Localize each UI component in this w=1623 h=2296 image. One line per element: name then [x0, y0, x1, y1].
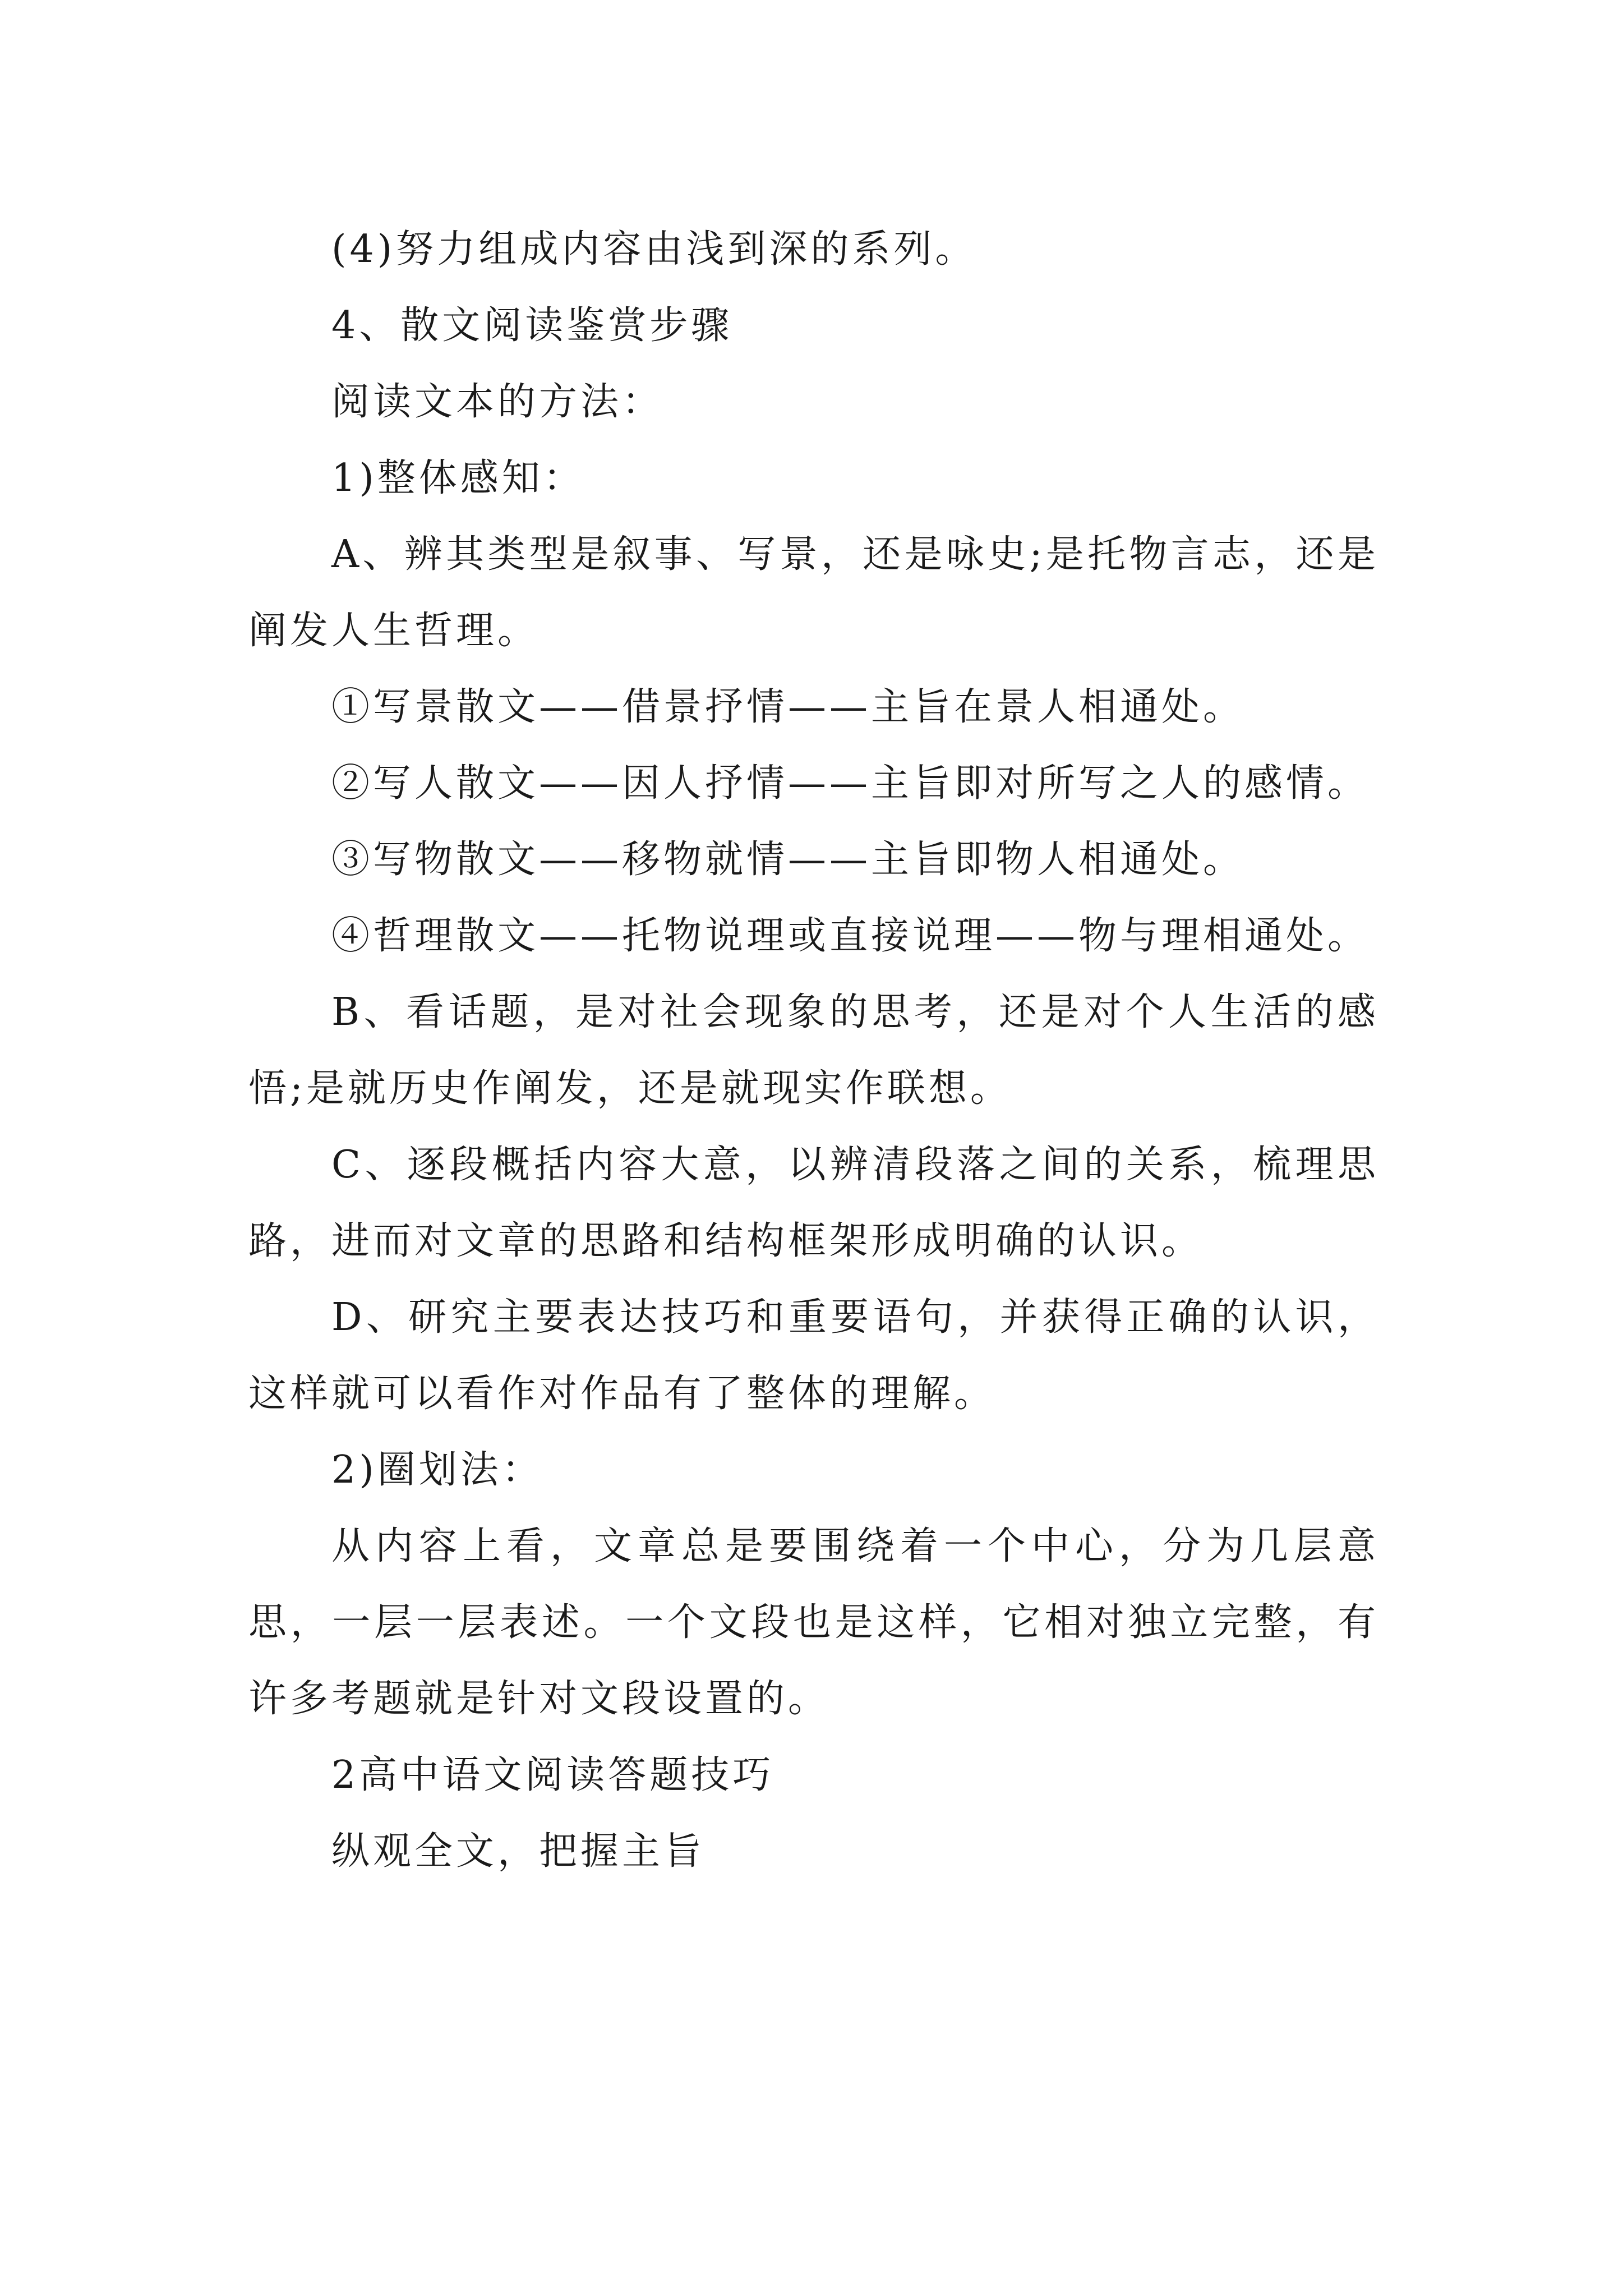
document-body [248, 211, 1379, 1890]
paragraph: 从内容上看，文章总是要围绕着一个中心，分为几层意思，一层一层表述。一个文段也是这样，它相对独立完整，有许多考题就是针对文段设置的。 [248, 1524, 1379, 1721]
list-item: ③写物散文——移物就情——主旨即物人相通处。 [331, 838, 1245, 882]
paragraph: 纵观全文，把握主旨 [331, 1829, 706, 1874]
list-item: ②写人散文——因人抒情——主旨即对所写之人的感情。 [331, 761, 1370, 806]
section-heading: 4、散文阅读鉴赏步骤 [331, 303, 733, 348]
paragraph: B、看话题，是对社会现象的思考，还是对个人生活的感悟;是就历史作阐发，还是就现实作联想。 [248, 990, 1379, 1111]
subheading: 2)圈划法： [331, 1448, 543, 1492]
paragraph: (4)努力组成内容由浅到深的系列。 [331, 227, 977, 272]
section-heading: 2高中语文阅读答题技巧 [331, 1753, 774, 1797]
paragraph: A、辨其类型是叙事、写景，还是咏史;是托物言志，还是阐发人生哲理。 [248, 532, 1379, 653]
paragraph: D、研究主要表达技巧和重要语句，并获得正确的认识，这样就可以看作对作品有了整体的理解。 [248, 1295, 1379, 1416]
paragraph: C、逐段概括内容大意，以辨清段落之间的关系，梳理思路，进而对文章的思路和结构框架形成明确的认识。 [248, 1143, 1379, 1263]
list-item: ①写景散文——借景抒情——主旨在景人相通处。 [331, 685, 1245, 729]
paragraph: 阅读文本的方法： [331, 380, 664, 424]
list-item: ④哲理散文——托物说理或直接说理——物与理相通处。 [331, 914, 1370, 958]
subheading: 1)整体感知： [331, 456, 585, 500]
